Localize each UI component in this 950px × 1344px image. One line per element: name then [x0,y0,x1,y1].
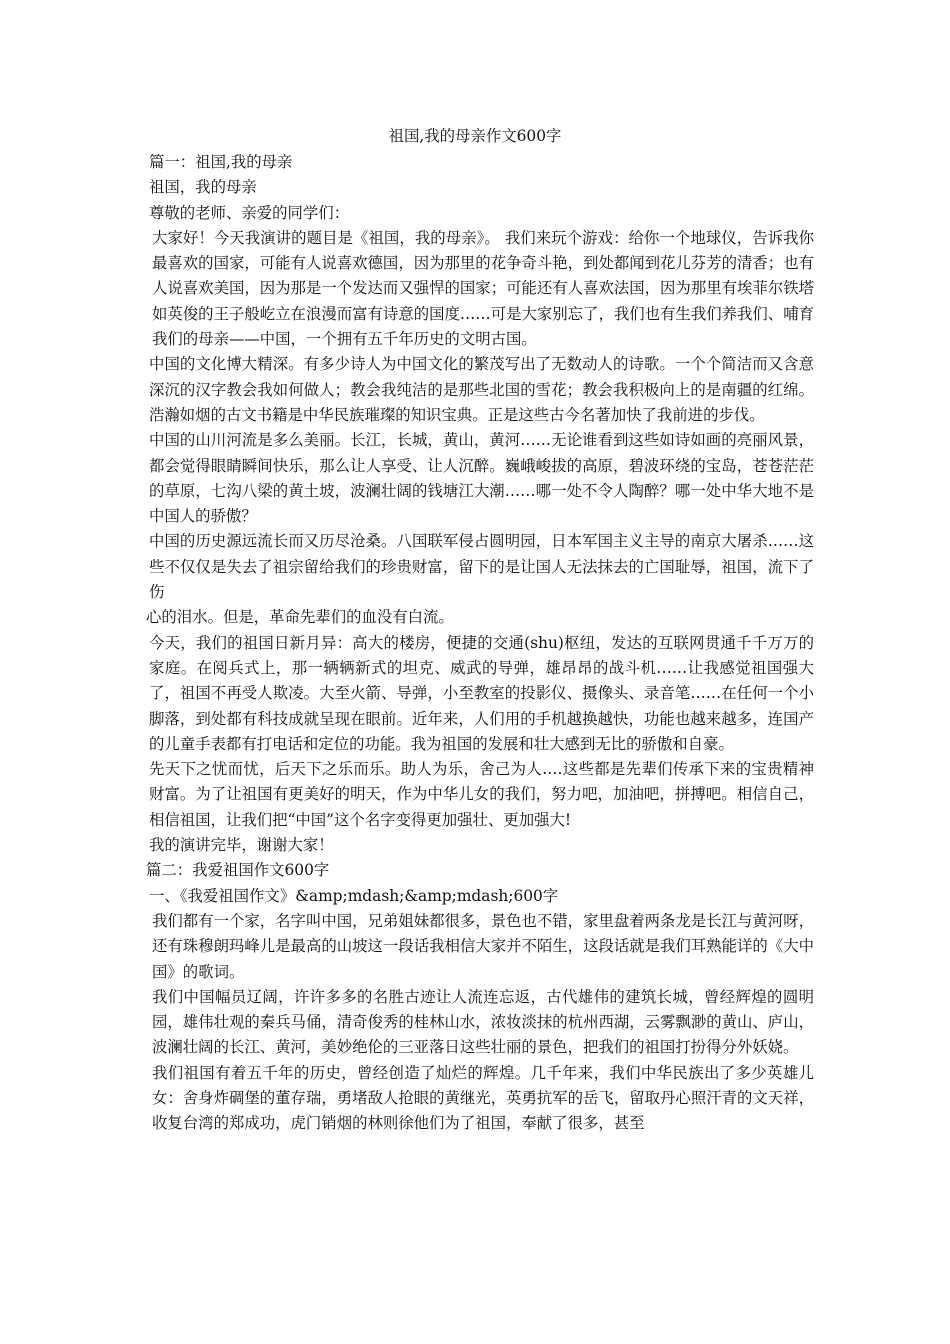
paragraph: 今天，我们的祖国日新月异：高大的楼房，便捷的交通(shu)枢纽，发达的互联网贯通千千万万的家庭。在阅兵式上，那一辆辆新式的坦克、威武的导弹，雄昂昂的战斗机……让我感觉祖国强大了，祖国不再受人欺凌。大至火箭、导弹，小至教室的投影仪、摄像头、录音笔……在任何一个小脚落，到处都有科技成就呈现在眼前。近年来，人们用的手机越换越快，功能也越来越多，连国产的儿童手表都有打电话和定位的功能。我为祖国的发展和壮大感到无比的骄傲和自豪。 [149,633,814,753]
paragraph: 先天下之忧而忧，后天下之乐而乐。助人为乐，舍己为人….这些都是先辈们传承下来的宝贵精神财富。为了让祖国有更美好的明天，作为中华儿女的我们，努力吧，加油吧，拼搏吧。相信自己，相信祖国，让我们把“中国”这个名字变得更加强壮、更加强大! [149,760,814,829]
paragraph: 我的演讲完毕，谢谢大家！ [149,836,334,855]
document-body [146,150,814,1137]
paragraph: 大家好！今天我演讲的题目是《祖国，我的母亲》。 我们来玩个游戏：给你一个地球仪，告诉我你最喜欢的国家，可能有人说喜欢德国，因为那里的花争奇斗艳，到处都闻到花儿芬芳的清香；也有人说喜欢美国，因为那是一个发达而又强悍的国家；可能还有人喜欢法国，因为那里有埃菲尔铁塔如英俊的王子般屹立在浪漫而富有诗意的国度……可是大家别忘了，我们也有生我们养我们、哺育我们的母亲——中国，一个拥有五千年历史的文明古国。 [152,228,814,349]
document-title: 祖国,我的母亲作文600字 [388,127,562,145]
paragraph: 中国的历史源远流长而又历尽沧桑。八国联军侵占圆明园，日本军国主义主导的南京大屠杀……这些不仅仅是失去了祖宗留给我们的珍贵财富，留下的是让国人无法抹去的亡国耻辱，祖国，流下了伤 [149,532,814,602]
paragraph: 一、《我爱祖国作文》&amp;mdash;&amp;mdash;600字 [149,886,559,905]
paragraph: 中国的文化博大精深。有多少诗人为中国文化的繁茂写出了无数动人的诗歌。一个个简洁而又含意深沉的汉字教会我如何做人；教会我纯洁的是那些北国的雪花；教会我积极向上的是南疆的红绵。浩瀚如烟的古文书籍是中华民族璀璨的知识宝典。正是这些古今名著加快了我前进的步伐。 [149,355,814,424]
paragraph: 中国的山川河流是多么美丽。长江，长城，黄山，黄河……无论谁看到这些如诗如画的亮丽风景，都会觉得眼睛瞬间快乐，那么让人享受、让人沉醉。巍峨峻拔的高原，碧波环绕的宝岛，苍苍茫茫的草原，七沟八梁的黄土坡，波澜壮阔的钱塘江大潮……哪一处不令人陶醉？哪一处中华大地不是中国人的骄傲？ [149,431,814,526]
paragraph: 我们中国幅员辽阔，许许多多的名胜古迹让人流连忘返，古代雄伟的建筑长城，曾经辉煌的圆明园，雄伟壮观的秦兵马俑，清奇俊秀的桂林山水，浓妆淡抹的杭州西湖，云雾飘渺的黄山、庐山，波澜壮阔的长江、黄河，美妙绝伦的三亚落日这些壮丽的景色，把我们的祖国打扮得分外妖娆。 [152,987,814,1057]
paragraph: 我们都有一个家，名字叫中国，兄弟姐妹都很多，景色也不错，家里盘着两条龙是长江与黄河呀，还有珠穆朗玛峰儿是最高的山坡这一段话我相信大家并不陌生，这段话就是我们耳熟能详的《大中国》的歌词。 [152,911,814,981]
paragraph: 尊敬的老师、亲爱的同学们： [149,203,350,222]
paragraph: 篇二：我爱祖国作文600字 [146,861,330,880]
paragraph: 心的泪水。但是，革命先辈们的血没有白流。 [146,608,454,627]
paragraph: 祖国，我的母亲 [149,178,257,197]
paragraph: 我们祖国有着五千年的历史，曾经创造了灿烂的辉煌。几千年来，我们中华民族出了多少英雄儿女：舍身炸碉堡的董存瑞，勇堵敌人抢眼的黄继光，英勇抗军的岳飞，留取丹心照汗青的文天祥，收复台湾的郑成功，虎门销烟的林则徐他们为了祖国，奉献了很多，甚至 [152,1063,814,1133]
paragraph: 篇一：祖国,我的母亲 [149,153,293,171]
